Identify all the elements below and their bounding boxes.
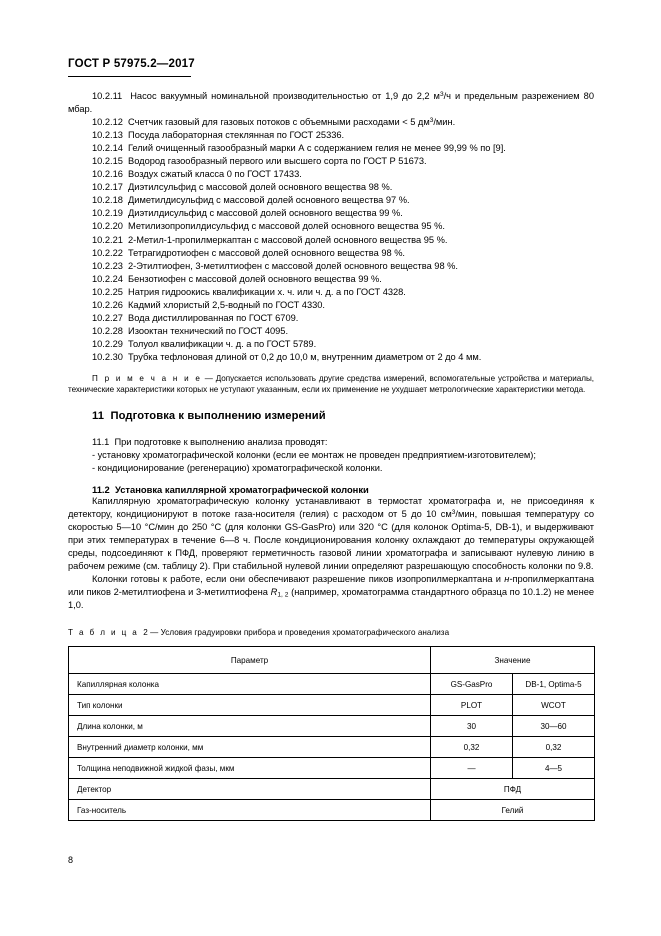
clause-number: 10.2.29 bbox=[92, 338, 123, 349]
clause-text: Диметилдисульфид с массовой долей основного вещества 97 %. bbox=[128, 195, 410, 206]
row-value-span: ПФД bbox=[431, 779, 595, 800]
clause-text: Тетрагидротиофен с массовой долей основного вещества 98 %. bbox=[128, 247, 405, 258]
note-dash: — bbox=[201, 373, 216, 383]
clause-10-2-28 bbox=[68, 325, 594, 338]
clause-10-2-20 bbox=[68, 220, 594, 233]
clause-10-2-17 bbox=[68, 181, 594, 194]
clause-number: 10.2.18 bbox=[92, 195, 123, 206]
clause-number: 10.2.11 bbox=[92, 91, 123, 101]
page-header-standard-code: ГОСТ Р 57975.2—2017 bbox=[68, 58, 195, 70]
clause-11-1-bullet-1: - установку хроматографической колонки (если ее монтаж не проведен предприятием-изготовителем); bbox=[92, 449, 536, 460]
header-underline bbox=[68, 76, 191, 77]
clause-11-1-bullet-2: - кондиционирование (регенерацию) хроматографической колонки. bbox=[92, 462, 383, 473]
clause-text-a: Насос вакуумный номинальной производительностью от 1,9 до 2,2 м bbox=[130, 91, 440, 101]
row-parameter: Внутренний диаметр колонки, мм bbox=[69, 737, 431, 758]
clause-number: 10.2.26 bbox=[92, 299, 123, 310]
table-row bbox=[69, 758, 595, 779]
note-paragraph bbox=[68, 373, 594, 396]
clause-text-b: /мин. bbox=[433, 117, 456, 128]
clause-11-2-paragraph-1 bbox=[68, 495, 594, 573]
clause-number: 10.2.20 bbox=[92, 221, 123, 232]
page-number: 8 bbox=[68, 855, 74, 865]
resolution-symbol: R bbox=[270, 587, 278, 598]
clause-text: 2-Этилтиофен, 3-метилтиофен с массовой долей основного вещества 98 %. bbox=[128, 260, 458, 271]
row-parameter: Газ-носитель bbox=[69, 800, 431, 821]
clause-text-b: /ч и предельным разрежением 80 мбар. bbox=[68, 91, 594, 115]
clause-text: Трубка тефлоновая длиной от 0,2 до 10,0 м, внутренним диаметром от 2 до 4 мм. bbox=[128, 351, 482, 362]
clause-11-2-paragraph-2 bbox=[68, 573, 594, 612]
row-value-2: 4—5 bbox=[513, 758, 595, 779]
clause-text: Метилизопропилдисульфид с массовой долей основного вещества 95 %. bbox=[128, 221, 445, 232]
clause-10-2-22 bbox=[68, 247, 594, 260]
table-header-value: Значение bbox=[431, 647, 595, 674]
row-parameter: Длина колонки, м bbox=[69, 716, 431, 737]
clause-number: 10.2.17 bbox=[92, 182, 123, 193]
clause-number: 10.2.12 bbox=[92, 117, 123, 128]
clause-text: Вода дистиллированная по ГОСТ 6709. bbox=[128, 312, 299, 323]
clause-text: Диэтилдисульфид с массовой долей основного вещества 99 %. bbox=[128, 208, 403, 219]
row-value-2: 0,32 bbox=[513, 737, 595, 758]
paragraph-text-c: (например, хроматограмма стандартного образца по 10.1.2) не менее 1,0. bbox=[68, 587, 594, 611]
clause-text: Водород газообразный первого или высшего сорта по ГОСТ Р 51673. bbox=[128, 156, 427, 167]
table-caption-title: Условия градуировки прибора и проведения хроматографического анализа bbox=[160, 628, 450, 638]
clause-11-2-title: Установка капиллярной хроматографической колонки bbox=[114, 483, 369, 495]
clause-11-2-heading bbox=[68, 484, 594, 495]
table-caption-word: Т а б л и ц а bbox=[68, 628, 139, 638]
clause-number: 10.2.21 bbox=[92, 234, 123, 245]
section-11-heading bbox=[68, 410, 594, 422]
row-value-1: PLOT bbox=[431, 695, 513, 716]
row-value-1: 30 bbox=[431, 716, 513, 737]
clause-10-2-19 bbox=[68, 207, 594, 220]
clause-10-2-29 bbox=[68, 338, 594, 351]
paragraph-text-a: Колонки готовы к работе, если они обеспечивают разрешение пиков изопропилмеркаптана и bbox=[92, 574, 505, 585]
clause-number: 10.2.13 bbox=[92, 130, 123, 141]
clause-10-2-21 bbox=[68, 234, 594, 247]
row-value-1: 0,32 bbox=[431, 737, 513, 758]
clause-text: Воздух сжатый класса 0 по ГОСТ 17433. bbox=[128, 169, 302, 180]
clause-number: 10.2.15 bbox=[92, 156, 123, 167]
row-parameter: Детектор bbox=[69, 779, 431, 800]
paragraph-text-b: /мин, повышая температуру со скоростью 5—10 °С/мин до 250 °С (для колонки GS-GasPro) или 320 °С (для колонок Optima-5, DB-1), и выдерживают при этих температурах в течение 6—8 ч. После кондиционирования колонку охлаждают до температуры окружающей среды, подсоединяют к ПФД, проверяют герметичность газовой линии хроматографа и записывают нулевую линию в рабочем режиме (см. таблицу 2). При стабильной нулевой линии определяют разрешающую способность колонки по 9.8. bbox=[68, 508, 594, 572]
clause-10-2-23 bbox=[68, 260, 594, 273]
table-row bbox=[69, 695, 595, 716]
clause-text: Изооктан технический по ГОСТ 4095. bbox=[128, 325, 289, 336]
clause-text: Кадмий хлористый 2,5-водный по ГОСТ 4330. bbox=[128, 299, 325, 310]
table-row bbox=[69, 716, 595, 737]
row-value-2: 30—60 bbox=[513, 716, 595, 737]
row-value-2: WCOT bbox=[513, 695, 595, 716]
table-row bbox=[69, 737, 595, 758]
clause-number: 10.2.27 bbox=[92, 312, 123, 323]
table-header-row bbox=[69, 647, 595, 674]
section-11-title: Подготовка к выполнению измерений bbox=[110, 409, 326, 422]
clause-number: 10.2.14 bbox=[92, 143, 123, 154]
table-2 bbox=[68, 646, 595, 821]
table-row bbox=[69, 800, 595, 821]
table-row bbox=[69, 779, 595, 800]
table-2-caption bbox=[68, 626, 594, 639]
clause-text: 2-Метил-1-пропилмеркаптан с массовой долей основного вещества 95 %. bbox=[128, 234, 448, 245]
clause-text: Посуда лабораторная стеклянная по ГОСТ 25336. bbox=[128, 130, 345, 141]
clause-number: 10.2.30 bbox=[92, 351, 123, 362]
clause-number: 10.2.23 bbox=[92, 260, 123, 271]
paragraph-text-a: Капиллярную хроматографическую колонку устанавливают в термостат хроматографа и, не присоединяя к детектору, кондиционируют в потоке газа-носителя (гелия) с расходом от 5 до 10 см bbox=[68, 495, 594, 519]
resolution-subscript: 1, 2 bbox=[277, 591, 289, 599]
clause-number: 11.1 bbox=[92, 436, 110, 447]
row-value-2: DB-1, Optima-5 bbox=[513, 674, 595, 695]
clause-11-2-number: 11.2 bbox=[92, 483, 110, 495]
row-value-1: — bbox=[431, 758, 513, 779]
paragraph-text-b: пропилмеркаптана или пиков 2-метилтиофена и 3-метилтиофена bbox=[68, 574, 594, 598]
clause-10-2-12 bbox=[68, 116, 594, 129]
paragraph-italic-prefix: н- bbox=[504, 574, 513, 585]
row-parameter: Тип колонки bbox=[69, 695, 431, 716]
paragraph-sup: 3 bbox=[451, 509, 456, 517]
note-label: П р и м е ч а н и е bbox=[92, 373, 202, 383]
clause-text: Диэтилсульфид с массовой долей основного вещества 98 %. bbox=[128, 182, 393, 193]
clause-10-2-16 bbox=[68, 168, 594, 181]
clause-text-a: Счетчик газовый для газовых потоков с объемными расходами < 5 дм bbox=[128, 117, 430, 128]
table-row bbox=[69, 674, 595, 695]
clause-text: При подготовке к выполнению анализа проводят: bbox=[114, 436, 328, 447]
clause-number: 10.2.24 bbox=[92, 273, 123, 284]
clause-text: Толуол квалификации ч. д. а по ГОСТ 5789. bbox=[128, 338, 317, 349]
page-content bbox=[68, 90, 594, 821]
clause-10-2-15 bbox=[68, 155, 594, 168]
row-parameter: Капиллярная колонка bbox=[69, 674, 431, 695]
table-header-parameter: Параметр bbox=[69, 647, 431, 674]
clause-10-2-27 bbox=[68, 312, 594, 325]
clause-number: 10.2.25 bbox=[92, 286, 123, 297]
clause-text: Бензотиофен с массовой долей основного вещества 99 %. bbox=[128, 273, 382, 284]
clause-10-2-11 bbox=[68, 90, 594, 116]
clause-number: 10.2.19 bbox=[92, 208, 123, 219]
clause-10-2-30 bbox=[68, 351, 594, 364]
row-value-span: Гелий bbox=[431, 800, 595, 821]
clause-number: 10.2.22 bbox=[92, 247, 123, 258]
clause-text: Натрия гидроокись квалификации х. ч. или ч. д. а по ГОСТ 4328. bbox=[128, 286, 406, 297]
clause-sup: 3 bbox=[429, 117, 434, 125]
clause-10-2-25 bbox=[68, 286, 594, 299]
clause-text: Гелий очищенный газообразный марки А с содержанием гелия не менее 99,99 % по [9]. bbox=[128, 143, 506, 154]
clause-10-2-24 bbox=[68, 273, 594, 286]
clause-10-2-26 bbox=[68, 299, 594, 312]
clause-number: 10.2.28 bbox=[92, 325, 123, 336]
clause-sup: 3 bbox=[439, 91, 444, 99]
note-text: Допускается использовать другие средства измерений, вспомогательные устройства и материалы, технические характеристики которых не уступают указанным, если их применение не ухудшает метрологические характеристики метода. bbox=[68, 373, 594, 395]
clause-10-2-18 bbox=[68, 194, 594, 207]
table-caption-dash: — bbox=[147, 628, 161, 638]
clause-11-1 bbox=[68, 436, 594, 449]
table-caption-number: 2 bbox=[143, 628, 148, 638]
clause-10-2-13 bbox=[68, 129, 594, 142]
section-11-number: 11 bbox=[92, 409, 105, 422]
clause-10-2-14 bbox=[68, 142, 594, 155]
row-value-1: GS-GasPro bbox=[431, 674, 513, 695]
row-parameter: Толщина неподвижной жидкой фазы, мкм bbox=[69, 758, 431, 779]
clause-number: 10.2.16 bbox=[92, 169, 123, 180]
